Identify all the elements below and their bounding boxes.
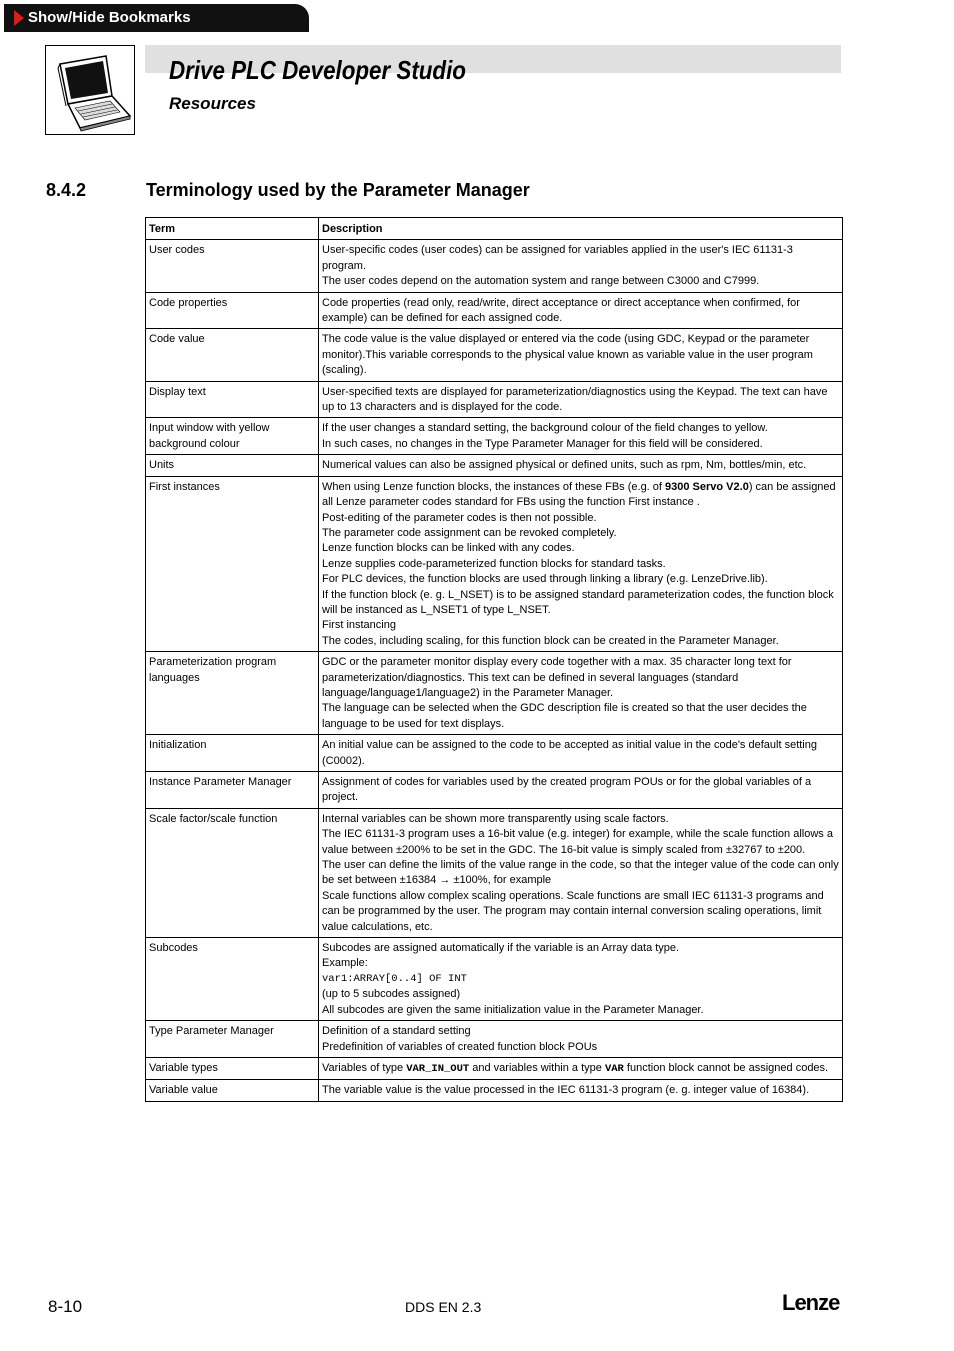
description-cell [319,455,843,476]
description-line: (up to 5 subcodes assigned) [322,988,461,1001]
description-line: Lenze function blocks can be linked with any codes. [322,542,575,555]
description-cell [319,476,843,651]
description-cell [319,381,843,418]
triangle-right-icon [14,10,24,26]
description-line: All subcodes are given the same initialization value in the Parameter Manager. [322,1003,704,1016]
description-line: Example: [322,957,368,970]
column-header-term: Term [146,218,319,240]
lenze-logo: Lenze [782,1290,840,1315]
product-name: 9300 Servo V2.0 [665,480,749,493]
table-row [146,476,843,651]
description-cell [319,652,843,735]
description-line: User-specified texts are displayed for parameterization/diagnostics using the Keypad. The text can have up to 13 characters and is displayed for the code. [322,385,828,414]
table-row [146,381,843,418]
description-line [322,1061,839,1077]
term-cell: Input window with yellow background colour [146,418,319,455]
description-line: Assignment of codes for variables used by the created program POUs or for the global variables of a project. [322,776,812,804]
code-keyword: VAR_IN_OUT [406,1062,470,1075]
description-cell [319,240,843,292]
term-cell: Parameterization program languages [146,652,319,735]
section-number: 8.4.2 [46,180,87,200]
table-row [146,329,843,381]
bookmark-label: Show/Hide Bookmarks [28,9,191,26]
description-line: First instancing [322,619,396,632]
description-line: For PLC devices, the function blocks are used through linking a library (e.g. LenzeDrive.lib). [322,573,768,586]
description-line: Internal variables can be shown more transparently using scale factors. [322,812,669,825]
term-cell: Variable types [146,1057,319,1079]
term-cell: Display text [146,381,319,418]
table-row [146,735,843,772]
table-row [146,418,843,455]
table-row [146,455,843,476]
table-row [146,808,843,937]
laptop-icon-box [45,45,135,135]
term-cell: Instance Parameter Manager [146,772,319,809]
description-line: If the function block (e. g. L_NSET) is to be assigned standard parameterization codes, the function block will be instanced as L_NSET1 of type L_NSET. [322,588,834,616]
page-number: 8-10 [48,1297,83,1316]
description-line: If the user changes a standard setting, the background colour of the field changes to yellow. [322,422,768,435]
description-line: An initial value can be assigned to the code to be accepted as initial value in the code's default setting (C0002). [322,739,817,767]
term-cell: First instances [146,476,319,651]
table-row [146,938,843,1021]
description-line: Definition of a standard setting [322,1025,471,1038]
description-line: Post-editing of the parameter codes is then not possible. [322,511,597,524]
term-cell: Code properties [146,292,319,329]
description-line: Scale functions allow complex scaling operations. Scale functions are small IEC 61131-3 programs and can be programmed by the user. The program may contain internal conversion scaling operations, limit value calculations, etc. [322,889,824,933]
description-line: GDC or the parameter monitor display every code together with a max. 35 character long text for parameterization/diagnostics. This text can be defined in several languages (standard language/language1/language2) in the Parameter Manager. [322,656,792,699]
description-cell [319,329,843,381]
document-subtitle: Resources [169,94,256,113]
description-line: Numerical values can also be assigned physical or defined units, such as rpm, Nm, bottles/min, etc. [322,459,807,472]
description-cell [319,735,843,772]
description-line: In such cases, no changes in the Type Parameter Manager for this field will be considered. [322,437,763,450]
term-cell: User codes [146,240,319,292]
description-text: ) can be assigned all Lenze parameter codes standard for FBs using the function First instance . [322,480,836,509]
description-line: The user codes depend on the automation system and range between C3000 and C7999. [322,275,760,288]
term-cell: Initialization [146,735,319,772]
table-row [146,772,843,809]
description-text: Variables of type [322,1061,407,1074]
table-row [146,1080,843,1101]
document-title: Drive PLC Developer Studio [169,55,466,85]
description-text: function block cannot be assigned codes. [623,1061,829,1074]
description-cell [319,1021,843,1058]
description-cell [319,808,843,937]
terminology-table [145,217,843,1102]
table-row [146,1021,843,1058]
term-cell: Variable value [146,1080,319,1101]
document-code: DDS EN 2.3 [405,1299,482,1315]
code-keyword: VAR [604,1062,624,1075]
term-cell: Subcodes [146,938,319,1021]
show-hide-bookmarks-button[interactable] [4,4,309,32]
description-cell [319,772,843,809]
description-cell [319,938,843,1021]
description-cell [319,1057,843,1079]
term-cell: Type Parameter Manager [146,1021,319,1058]
table-row [146,292,843,329]
table-row [146,652,843,735]
term-cell: Scale factor/scale function [146,808,319,937]
code-example: var1:ARRAY[0..4] OF INT [322,972,467,985]
description-line: The language can be selected when the GDC description file is created so that the user decides the language to be used for text displays. [322,702,807,730]
description-text: When using Lenze function blocks, the instances of these FBs (e.g. of [322,480,666,493]
description-cell [319,292,843,329]
description-line: Code properties (read only, read/write, direct acceptance or direct acceptance when confirmed, for example) can be defined for each assigned code. [322,296,800,325]
description-line: The code value is the value displayed or entered via the code (using GDC, Keypad or the parameter monitor).This variable corresponds to the physical value known as variable value in the user program (scaling). [322,333,813,377]
description-line [322,480,839,511]
description-line: Subcodes are assigned automatically if the variable is an Array data type. [322,942,680,955]
description-line: User-specific codes (user codes) can be assigned for variables applied in the user's IEC 61131-3 program. [322,244,793,272]
description-line: The parameter code assignment can be revoked completely. [322,526,617,539]
laptop-icon [46,46,134,134]
description-line: Predefinition of variables of created function block POUs [322,1040,598,1053]
description-cell [319,1080,843,1101]
description-line: The IEC 61131-3 program uses a 16-bit value (e.g. integer) for example, while the scale function allows a value between ±200% to be set in the GDC. The 16-bit value is simply scaled from ±32767 to ±200. [322,828,833,856]
term-cell: Units [146,455,319,476]
table-row [146,1057,843,1079]
section-title: Terminology used by the Parameter Manager [146,180,530,200]
description-line: Lenze supplies code-parameterized function blocks for standard tasks. [322,557,666,570]
column-header-description: Description [319,218,843,240]
description-cell [319,418,843,455]
description-line: The user can define the limits of the value range in the code, so that the integer value of the code can only be set between ±16384 → ±100%, for example [322,859,839,887]
description-line: The codes, including scaling, for this function block can be created in the Parameter Manager. [322,634,779,647]
description-line: The variable value is the value processed in the IEC 61131-3 program (e. g. integer value of 16384). [322,1084,810,1097]
term-cell: Code value [146,329,319,381]
table-header-row [146,218,843,240]
description-text: and variables within a type [469,1061,605,1074]
table-row [146,240,843,292]
